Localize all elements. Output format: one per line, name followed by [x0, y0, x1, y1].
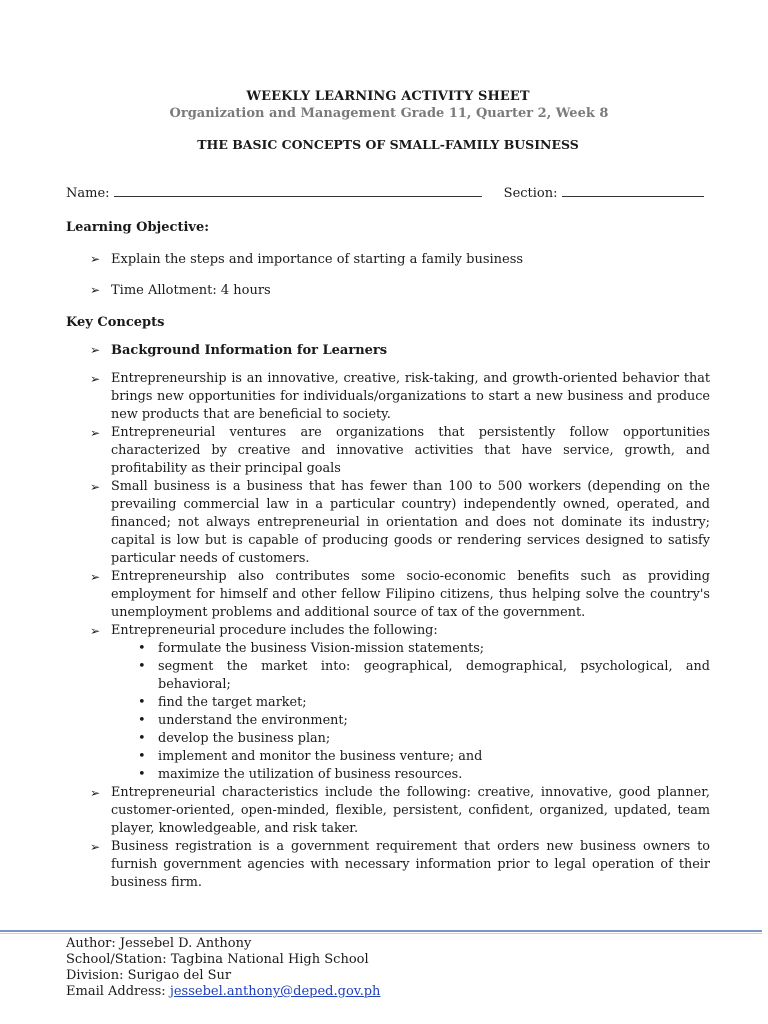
arrow-bullet-icon: ➢	[90, 372, 101, 386]
concept-item: ➢ Small business is a business that has fewer than 100 to 500 workers (depending on the prevailing commercial law in a particular country) independently owned, operated, and financed; not always entrepreneurial in orientation and does not dominate its industry; capital is low but is capable of producing goods or rendering services designed to satisfy particular needs of customers.	[90, 479, 710, 566]
procedure-step: • understand the environment;	[137, 712, 710, 730]
arrow-bullet-icon: ➢	[90, 283, 101, 297]
procedure-steps-list	[90, 640, 710, 784]
concept-item: ➢ Business registration is a government requirement that orders new business owners to furnish government agencies with necessary information prior to legal operation of their business firm.	[90, 839, 710, 890]
arrow-bullet-icon: ➢	[90, 252, 101, 266]
footer-info	[66, 936, 380, 1000]
section-blank[interactable]	[562, 184, 704, 197]
footer-author: Author: Jessebel D. Anthony	[66, 936, 252, 951]
arrow-bullet-icon: ➢	[90, 624, 101, 638]
arrow-bullet-icon: ➢	[90, 840, 101, 854]
name-blank[interactable]	[114, 184, 482, 197]
arrow-bullet-icon: ➢	[90, 426, 101, 440]
procedure-step: • find the target market;	[137, 694, 710, 712]
sheet-topic: THE BASIC CONCEPTS OF SMALL-FAMILY BUSINESS	[197, 137, 579, 152]
concept-item: ➢ Entrepreneurial characteristics include the following: creative, innovative, good planner, customer-oriented, open-minded, flexible, persistent, confident, organized, updated, team player, knowledgeable, and risk taker.	[90, 785, 710, 836]
procedure-step: • segment the market into: geographical, demographical, psychological, and behavioral;	[137, 658, 710, 694]
footer-school: School/Station: Tagbina National High School	[66, 952, 369, 967]
section-label: Section:	[503, 186, 558, 201]
footer-division: Division: Surigao del Sur	[66, 968, 232, 983]
footer-email-label: Email Address:	[66, 984, 166, 999]
footer-email-link[interactable]: jessebel.anthony@deped.gov.ph	[169, 984, 381, 999]
footer-email-line	[66, 984, 380, 1000]
arrow-bullet-icon: ➢	[90, 570, 101, 584]
concept-item: ➢ Entrepreneurial ventures are organizations that persistently follow opportunities characterized by creative and innovative activities that have service, growth, and profitability as their principal goals	[90, 425, 710, 476]
procedure-step: • formulate the business Vision-mission statements;	[137, 640, 710, 658]
sheet-subtitle: Organization and Management Grade 11, Quarter 2, Week 8	[169, 106, 609, 121]
arrow-bullet-icon: ➢	[90, 786, 101, 800]
key-concepts-heading: Key Concepts	[66, 315, 165, 330]
footer-divider	[0, 930, 762, 932]
procedure-step: • implement and monitor the business venture; and	[137, 748, 710, 766]
concept-item: ➢ Entrepreneurship also contributes some socio-economic benefits such as providing employment for himself and other fellow Filipino citizens, thus helping solve the country's unemployment problems and additional source of tax of the government.	[90, 569, 710, 620]
sheet-title: WEEKLY LEARNING ACTIVITY SHEET	[246, 89, 530, 104]
name-label: Name:	[66, 186, 110, 201]
footer-divider-shadow	[0, 933, 762, 934]
activity-sheet-page: WEEKLY LEARNING ACTIVITY SHEET Organization and Management Grade 11, Quarter 2, Week 8 THE BASIC CONCEPTS OF SMALL-FAMILY BUSINESS Name: Section: Learning Objective: ➢ Explain the steps and importance of starting a family business ➢ Time Allotment: 4 hours Key Concepts ➢ Background Information for Learners ➢ Entrepreneurship is an innovative, creative, risk-taking, and growth-oriented behavior that brings new opportunities for individuals/organizations to start a new business and produce new products that are beneficial to society. ➢ Entrepreneurial ventures are organizations that persistently follow opportunities characterized by creative and innovative activities that have service, growth, and profitability as their principal goals ➢ Small business is a business that has fewer than 100 to 500 workers (depending on the prevailing commercial law in a particular country) independently owned, operated, and financed; not always entrepreneurial in orientation and does not dominate its industry; capital is low but is capable of producing goods or rendering services designed to satisfy particular needs of customers. ➢ Entrepreneurship also contributes some socio-economic benefits such as providing employment for himself and other fellow Filipino citizens, thus helping solve the country's unemployment problems and additional source of tax of the government. ➢ Entrepreneurial procedure includes the following: • formulate the business Vision-mission statements; • segment the market into: geographical, demographical, psychological, and behavioral; • find the target market; • understand the environment; • develop the business plan; • implement and monitor the business venture; and • maximize the utilization of business resources. ➢ Entrepreneurial characteristics include the following: creative, innovative, good planner, customer-oriented, open-minded, flexible, persistent, confident, organized, updated, team player, knowledgeable, and risk taker. ➢ Business registration is a government requirement that orders new business owners to furnish government agencies with necessary information prior to legal operation of their business firm. Author: Jessebel D. Anthony School/Station: Tagbina National High School Division: Surigao del Sur Email Address: jessebel.anthony@deped.gov.ph	[0, 0, 768, 1024]
concept-item: ➢ Entrepreneurship is an innovative, creative, risk-taking, and growth-oriented behavior that brings new opportunities for individuals/organizations to start a new business and produce new products that are beneficial to society.	[90, 371, 710, 422]
procedure-step: • develop the business plan;	[137, 730, 710, 748]
name-section-line	[66, 184, 716, 201]
arrow-bullet-icon: ➢	[90, 343, 101, 357]
key-concepts-list	[90, 370, 710, 892]
learning-objective-heading: Learning Objective:	[66, 220, 210, 235]
concept-item: ➢ Entrepreneurial procedure includes the following:	[90, 623, 438, 638]
procedure-step: • maximize the utilization of business resources.	[137, 766, 710, 784]
arrow-bullet-icon: ➢	[90, 480, 101, 494]
